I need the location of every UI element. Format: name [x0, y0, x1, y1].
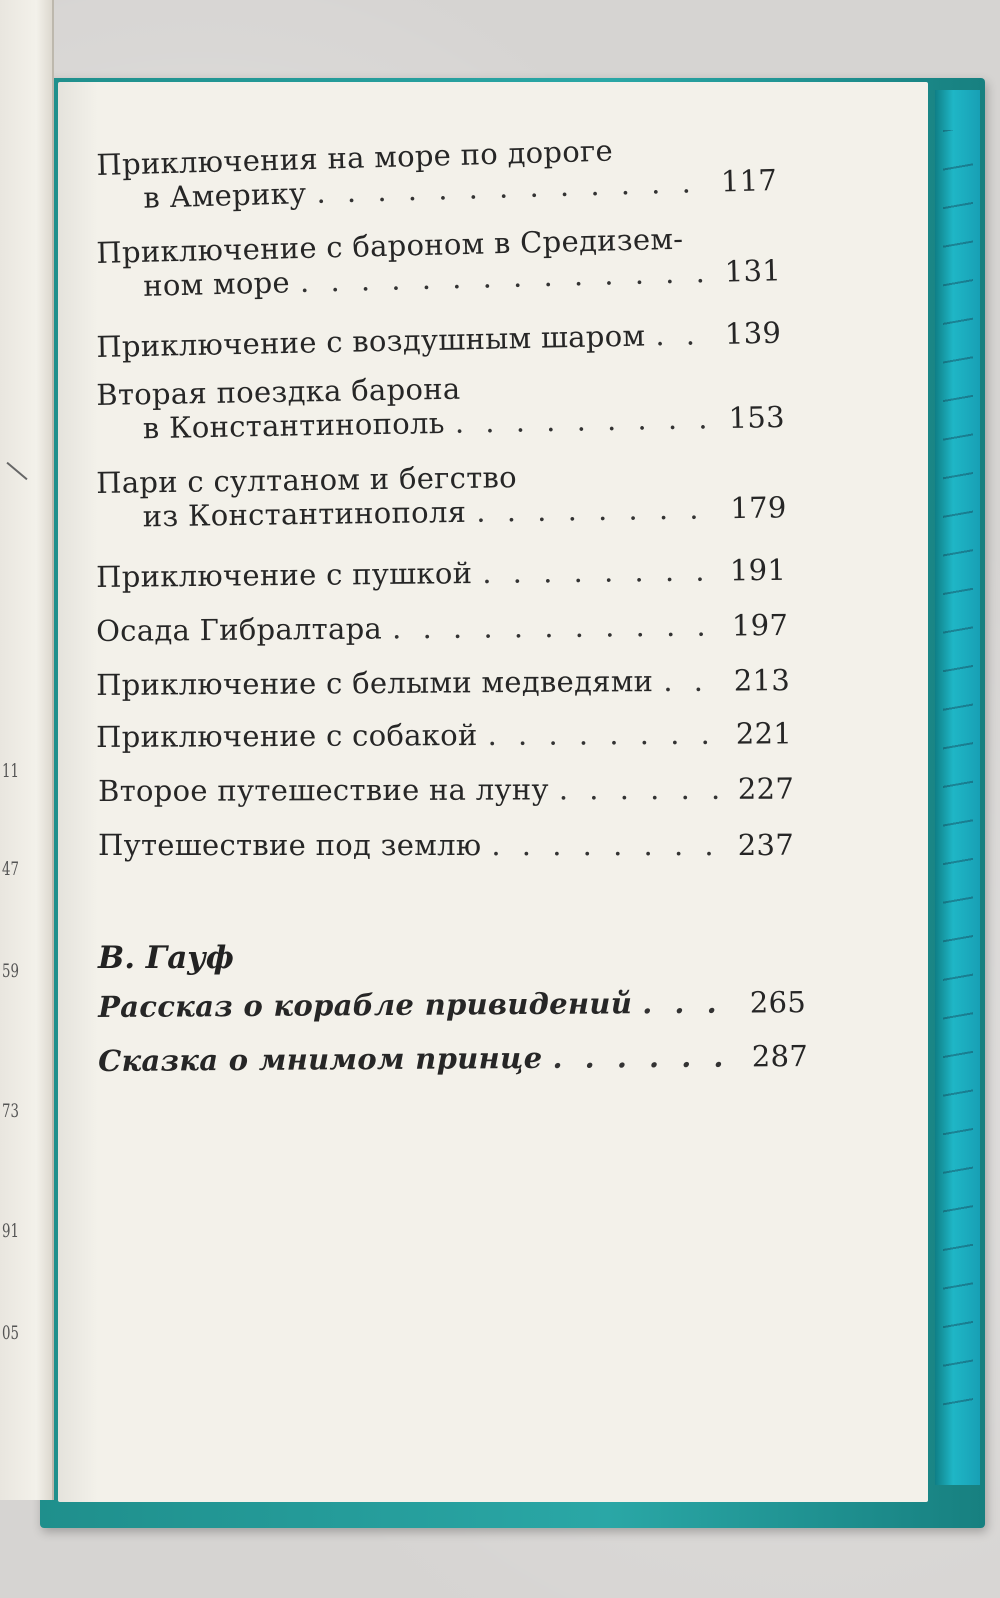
toc-entry — [96, 456, 787, 534]
left-page-number: 73 — [2, 1100, 19, 1122]
left-page — [0, 0, 54, 1500]
toc-entry — [98, 772, 794, 808]
cover-edge-illustration — [935, 90, 980, 1485]
left-page-number: 47 — [2, 858, 19, 880]
toc-entry-title: Приключение с собакой — [96, 718, 478, 754]
toc-page-number: 237 — [737, 828, 794, 862]
toc-entry-title-cont: из Константинополя — [142, 494, 467, 534]
leader-dots — [663, 664, 724, 698]
toc-entry-title: Вторая поездка барона — [96, 371, 461, 412]
left-page-mark — [6, 462, 27, 480]
toc-entry-title: Приключение с бароном в Средизем- — [96, 221, 684, 270]
toc-page-number: 153 — [728, 399, 786, 435]
toc-entry — [96, 716, 792, 754]
toc-page-number: 221 — [735, 716, 793, 751]
toc-entry-title-cont: ном море — [142, 265, 291, 303]
leader-dots — [482, 553, 720, 589]
toc-page-number: 265 — [749, 985, 807, 1020]
toc-page-number: 213 — [733, 663, 791, 698]
toc-entry-title: Приключение с воздушным шаром — [96, 318, 646, 364]
toc-entry — [96, 608, 788, 648]
toc-page-number: 117 — [720, 163, 778, 199]
toc-page-number: 139 — [724, 315, 782, 351]
toc-entry-title: Второе путешествие на луну — [98, 772, 549, 808]
toc-entry-title-cont: в Константинополь — [142, 405, 446, 446]
toc-entry — [98, 1039, 808, 1078]
toc-entry — [96, 366, 785, 446]
toc-page-number: 197 — [731, 607, 789, 643]
toc-entry-title: Рассказ о корабле привидений — [98, 986, 633, 1024]
leader-dots — [655, 317, 715, 352]
toc-page-number: 287 — [751, 1039, 809, 1074]
leader-dots — [552, 1040, 742, 1075]
toc-entry-title: Сказка о мнимом принце — [98, 1040, 543, 1078]
left-page-number: 11 — [2, 760, 19, 782]
left-page-number: 91 — [2, 1220, 19, 1242]
toc-page-number: 179 — [730, 490, 787, 526]
left-page-number: 59 — [2, 960, 19, 982]
toc-entry — [98, 985, 806, 1024]
toc-entry-title: Приключения на море по дороге — [96, 133, 614, 182]
toc-entry-title: Приключение с пушкой — [96, 556, 473, 594]
toc-entry — [96, 663, 790, 702]
toc-entry — [98, 828, 794, 862]
leader-dots — [392, 609, 722, 646]
leader-dots — [491, 828, 727, 862]
toc-page-number: 227 — [737, 771, 795, 806]
toc-entry-title: Путешествие под землю — [98, 828, 482, 862]
toc-entry-title-cont: в Америку — [142, 176, 307, 215]
leader-dots — [559, 772, 728, 807]
leader-dots — [454, 401, 718, 440]
author-heading: В. Гауф — [98, 940, 234, 976]
left-page-number: 05 — [2, 1322, 19, 1344]
leader-dots — [487, 717, 725, 752]
toc-entry-title: Приключение с белыми медведями — [96, 664, 654, 702]
toc-entry-title: Осада Гибралтара — [96, 611, 383, 648]
toc-entry — [96, 553, 786, 594]
toc-page-number: 191 — [729, 552, 787, 588]
toc-page-number: 131 — [724, 253, 782, 289]
leader-dots — [476, 491, 721, 528]
toc-entry-title: Пари с султаном и бегство — [96, 460, 518, 500]
leader-dots — [642, 986, 740, 1021]
